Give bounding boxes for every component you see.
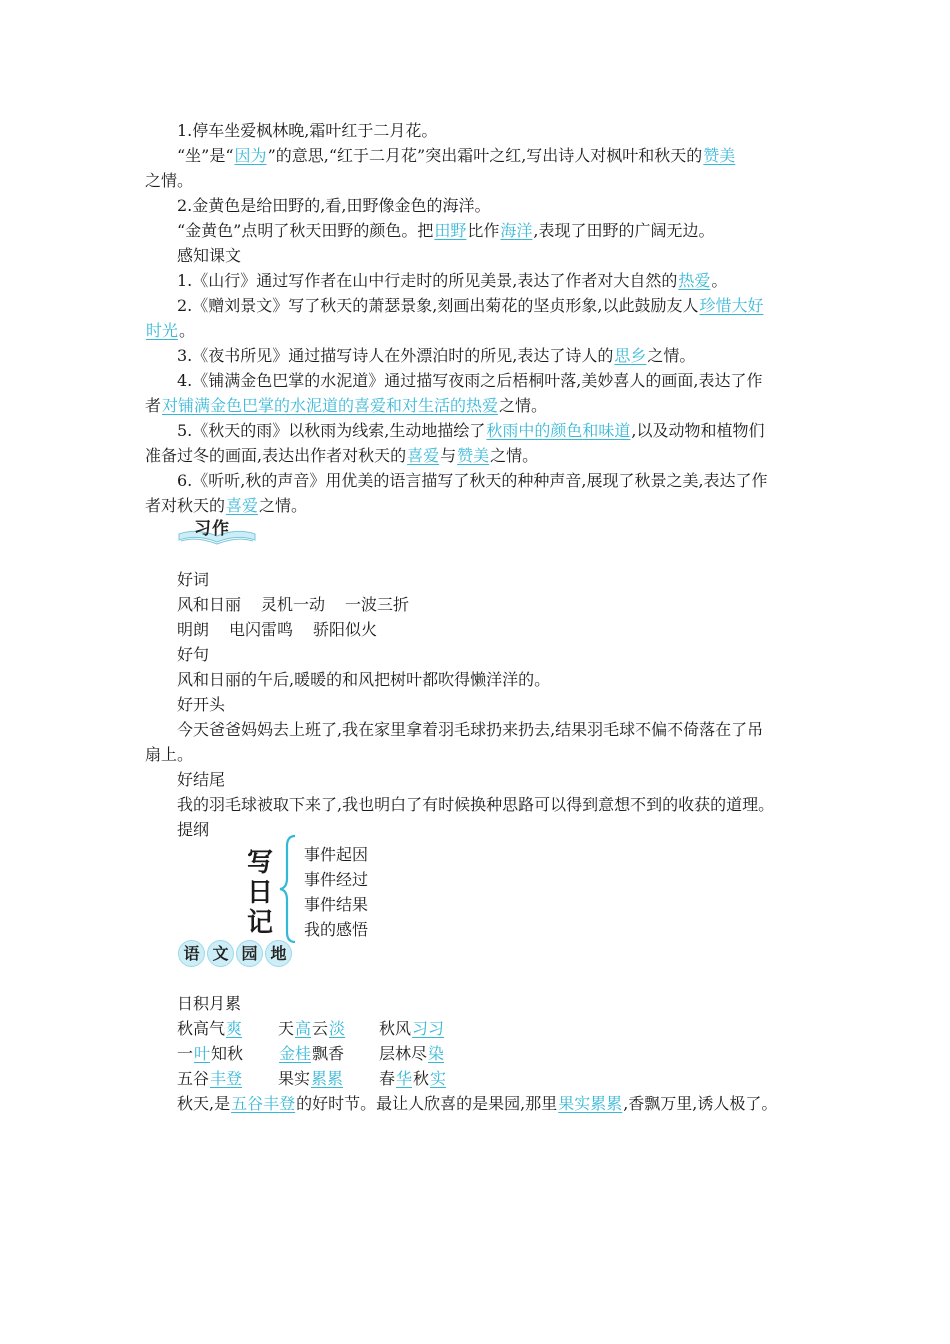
answer-blank: 赞美 [457, 446, 490, 465]
answer-blank: 喜爱 [226, 496, 259, 515]
outline-item: 事件经过 [304, 870, 369, 889]
answer-blank: 珍惜大好 [699, 296, 764, 315]
kaitou-text: 今天爸爸妈妈去上班了,我在家里拿着羽毛球扔来扔去,结果羽毛球不偏不倚落在了吊 [177, 720, 764, 739]
answer-blank: 染 [428, 1044, 445, 1063]
outline-item: 我的感悟 [304, 920, 369, 939]
idiom: 果实累累 [278, 1069, 344, 1088]
section-title-ganzhi: 感知课文 [177, 246, 242, 265]
ganzhi-item-4: 4.《铺满金色巴掌的水泥道》通过描写夜雨之后梧桐叶落,美妙喜人的画面,表达了作 [177, 371, 763, 390]
badge-char: 地 [265, 940, 292, 967]
answer-blank: 热爱 [678, 271, 711, 290]
answer-blank: 爽 [226, 1019, 243, 1038]
badge-title: 习作 [194, 519, 230, 539]
haoju-title: 好句 [177, 645, 210, 664]
ganzhi-item-2-cont: 时光。 [146, 321, 196, 340]
riji-title: 日积月累 [177, 994, 242, 1013]
answer-blank: 累累 [311, 1069, 344, 1088]
answer-blank: 果实累累 [558, 1094, 623, 1113]
answer-blank: 时光 [146, 321, 179, 340]
ganzhi-item-5-cont: 准备过冬的画面,表达出作者对秋天的喜爱与赞美之情。 [145, 446, 539, 465]
kaitou-title: 好开头 [177, 695, 226, 714]
haoju-text: 风和日丽的午后,暖暖的和风把树叶都吹得懒洋洋的。 [177, 670, 551, 689]
outline-title-char: 记 [247, 908, 274, 938]
haoci-title: 好词 [177, 570, 210, 589]
answer-blank: 五谷丰登 [231, 1094, 296, 1113]
idiom: 秋风习习 [379, 1019, 445, 1038]
curly-brace-icon [278, 834, 298, 944]
ganzhi-item-4-cont: 者对铺满金色巴掌的水泥道的喜爱和对生活的热爱之情。 [145, 396, 548, 415]
kaitou-text-cont: 扇上。 [145, 745, 194, 764]
answer-blank: 喜爱 [407, 446, 440, 465]
outline-title-char: 写 [247, 848, 274, 878]
haoci-row-1: 风和日丽 灵机一动 一波三折 [177, 595, 410, 614]
ganzhi-item-2: 2.《赠刘景文》写了秋天的萧瑟景象,刻画出菊花的坚贞形象,以此鼓励友人珍惜大好 [177, 296, 764, 315]
answer-blank: 赞美 [703, 146, 736, 165]
answer-blank: 金桂 [279, 1044, 312, 1063]
poem-line-2: 2.金黄色是给田野的,看,田野像金色的海洋。 [177, 196, 491, 215]
answer-blank: 丰登 [210, 1069, 243, 1088]
outline-title-char: 日 [247, 878, 274, 908]
poem-explain-1: “坐”是“因为”的意思,“红于二月花”突出霜叶之红,写出诗人对枫叶和秋天的赞美 [177, 146, 736, 165]
answer-blank: 叶 [194, 1044, 211, 1063]
jiewei-text: 我的羽毛球被取下来了,我也明白了有时候换种思路可以得到意想不到的收获的道理。 [177, 795, 775, 814]
idiom: 金桂飘香 [279, 1044, 345, 1063]
ganzhi-item-1: 1.《山行》通过写作者在山中行走时的所见美景,表达了作者对大自然的热爱。 [177, 271, 728, 290]
outline-item: 事件结果 [304, 895, 369, 914]
answer-blank: 因为 [234, 146, 267, 165]
answer-blank: 实 [430, 1069, 447, 1088]
section-badge-xizuo [177, 514, 257, 548]
answer-blank: 淡 [329, 1019, 346, 1038]
ganzhi-item-6-cont: 者对秋天的喜爱之情。 [145, 496, 308, 515]
answer-blank: 秋雨中的颜色和味道 [486, 421, 631, 440]
answer-blank: 华 [396, 1069, 413, 1088]
outline-item: 事件起因 [304, 845, 369, 864]
tigang-title: 提纲 [177, 820, 210, 839]
idiom: 秋高气爽 [177, 1019, 243, 1038]
haoci-row-2: 明朗 电闪雷鸣 骄阳似火 [177, 620, 378, 639]
idiom: 一叶知秋 [177, 1044, 244, 1063]
answer-blank: 思乡 [614, 346, 647, 365]
badge-char: 语 [178, 940, 205, 967]
answer-blank: 高 [295, 1019, 312, 1038]
badge-char: 文 [207, 940, 234, 967]
ganzhi-item-5: 5.《秋天的雨》以秋雨为线索,生动地描绘了秋雨中的颜色和味道,以及动物和植物们 [177, 421, 765, 440]
poem-explain-1-cont: 之情。 [145, 171, 194, 190]
poem-explain-2: “金黄色”点明了秋天田野的颜色。把田野比作海洋,表现了田野的广阔无边。 [177, 221, 715, 240]
answer-blank: 对铺满金色巴掌的水泥道的喜爱和对生活的热爱 [162, 396, 499, 415]
badge-char: 园 [236, 940, 263, 967]
ganzhi-item-6: 6.《听听,秋的声音》用优美的语言描写了秋天的种种声音,展现了秋景之美,表达了作 [177, 471, 768, 490]
answer-blank: 海洋 [500, 221, 533, 240]
answer-blank: 田野 [434, 221, 467, 240]
idiom: 层林尽染 [379, 1044, 445, 1063]
section-badge-yuwen [178, 940, 294, 968]
jiewei-title: 好结尾 [177, 770, 226, 789]
ganzhi-item-3: 3.《夜书所见》通过描写诗人在外漂泊时的所见,表达了诗人的思乡之情。 [177, 346, 696, 365]
idiom: 五谷丰登 [177, 1069, 243, 1088]
answer-blank: 习习 [412, 1019, 445, 1038]
poem-line-1: 1.停车坐爱枫林晚,霜叶红于二月花。 [177, 121, 438, 140]
riji-sentence: 秋天,是五谷丰登的好时节。最让人欣喜的是果园,那里果实累累,香飘万里,诱人极了。 [177, 1094, 778, 1113]
idiom: 天高云淡 [278, 1019, 346, 1038]
idiom: 春华秋实 [379, 1069, 447, 1088]
